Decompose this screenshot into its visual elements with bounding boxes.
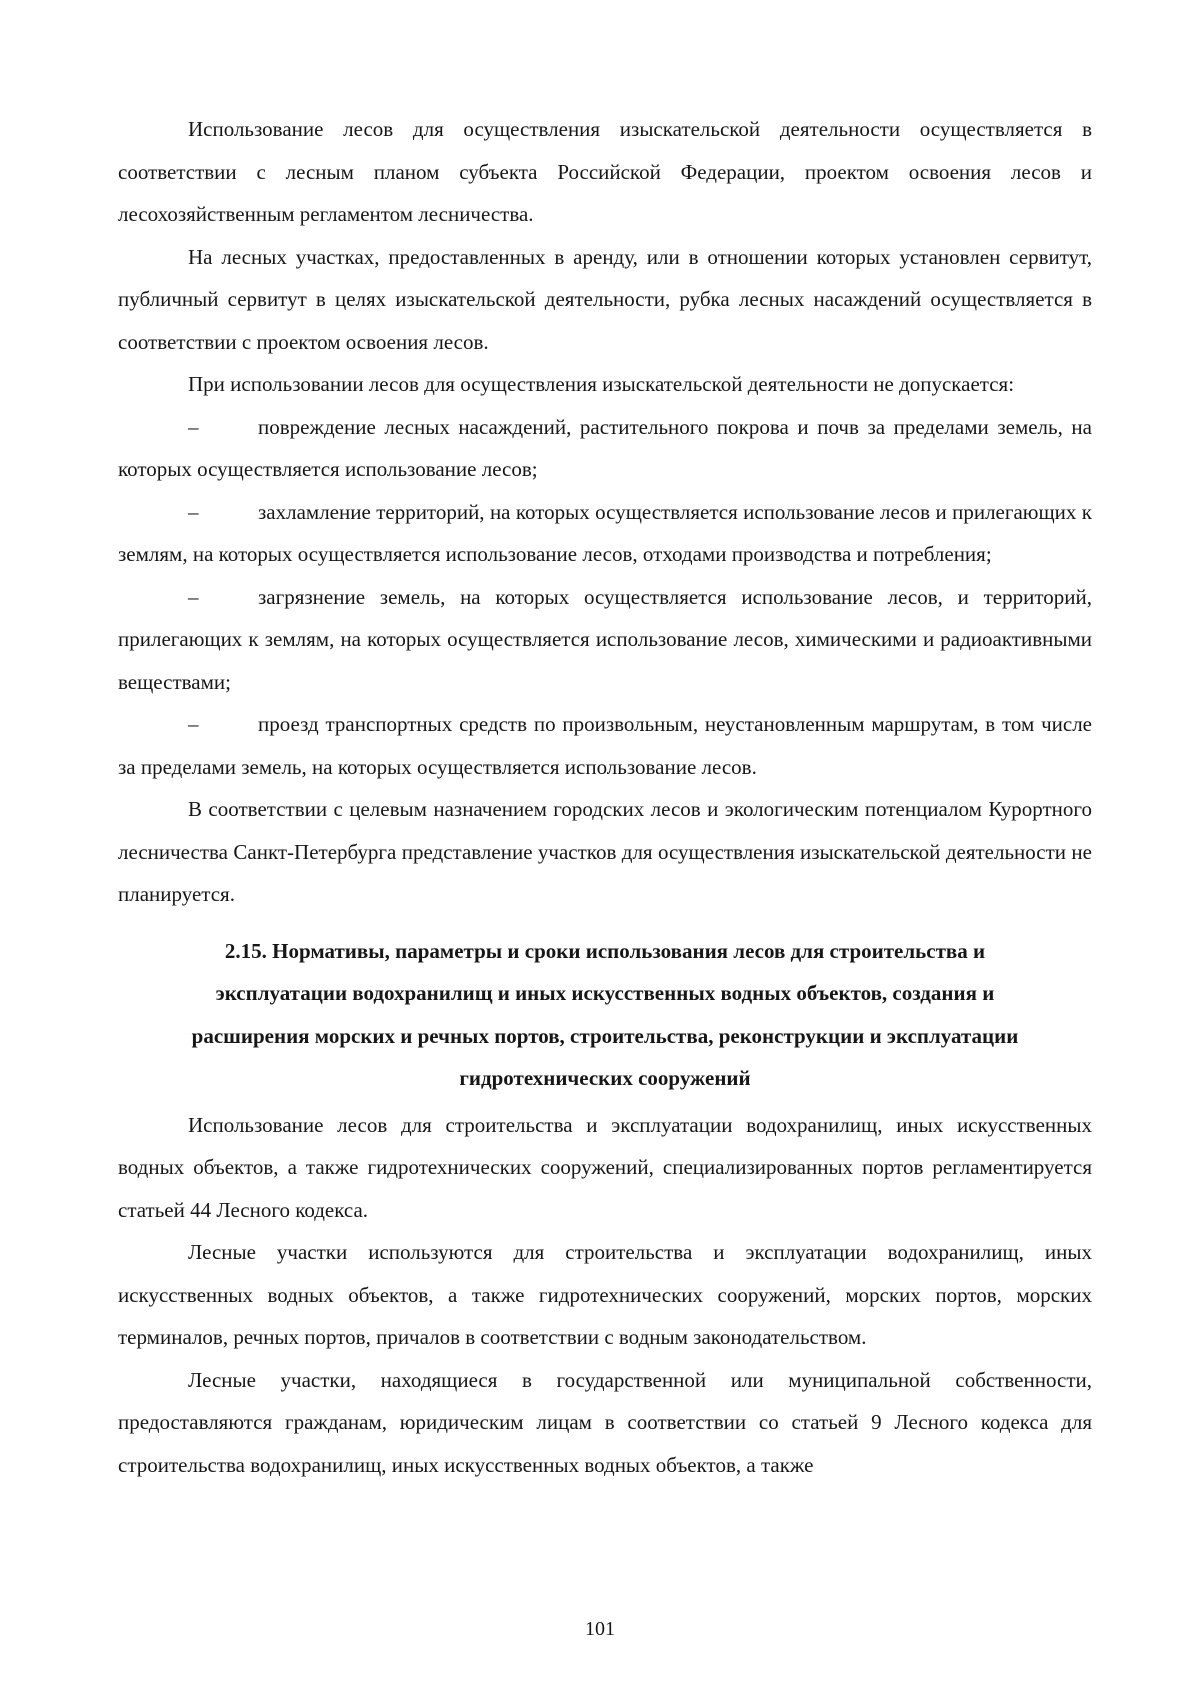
body-paragraph: Использование лесов для строительства и эксплуатации водохранилищ, иных искусственных водных объектов, а также гидротехнических сооружений, специализированных портов регламентируется статьей 44 Лесного кодекса.	[118, 1112, 1092, 1222]
list-item-text: захламление территорий, на которых осуществляется использование лесов и прилегающих к землям, на которых осуществляется использование лесов, отходами производства и потребления;	[118, 499, 1092, 566]
dash-marker: –	[188, 414, 199, 439]
body-paragraph: Использование лесов для осуществления изыскательской деятельности осуществляется в соответствии с лесным планом субъекта Российской Федерации, проектом освоения лесов и лесохозяйственным регламентом лесничества.	[118, 117, 1092, 226]
body-paragraph: При использовании лесов для осуществления изыскательской деятельности не допускается:	[188, 372, 1015, 396]
section-heading-line: расширения морских и речных портов, строительства, реконструкции и эксплуатации	[191, 1023, 1019, 1048]
list-item-text: повреждение лесных насаждений, растительного покрова и почв за пределами земель, на которых осуществляется использование лесов;	[118, 414, 1092, 481]
list-item	[118, 576, 1092, 704]
prohibitions-list	[118, 406, 1092, 789]
body-paragraph: Лесные участки используются для строительства и эксплуатации водохранилищ, иных искусственных водных объектов, а также гидротехнических сооружений, морских портов, морских терминалов, речных портов, причалов в соответствии с водным законодательством.	[118, 1240, 1092, 1349]
body-paragraph: Лесные участки, находящиеся в государственной или муниципальной собственности, предоставляются гражданам, юридическим лицам в соответствии со статьей 9 Лесного кодекса для строительства водохранилищ, иных искусственных водных объектов, а также	[118, 1367, 1092, 1477]
page-number: 101	[585, 1618, 615, 1640]
section-heading-line: гидротехнических сооружений	[459, 1066, 751, 1090]
section-heading	[118, 930, 1092, 1100]
body-paragraph: На лесных участках, предоставленных в аренду, или в отношении которых установлен сервитут, публичный сервитут в целях изыскательской деятельности, рубка лесных насаждений осуществляется в соответствии с проектом освоения лесов.	[118, 244, 1092, 354]
list-item	[118, 703, 1092, 788]
list-item	[118, 491, 1092, 576]
section-heading-line: 2.15. Нормативы, параметры и сроки использования лесов для строительства и	[224, 938, 986, 963]
document-page	[118, 108, 1092, 1486]
dash-marker: –	[188, 712, 199, 736]
list-item-text: проезд транспортных средств по произвольным, неустановленным маршрутам, в том числе за пределами земель, на которых осуществляется использование лесов.	[118, 712, 1092, 779]
body-paragraph: В соответствии с целевым назначением городских лесов и экологическим потенциалом Курортного лесничества Санкт-Петербурга представление участков для осуществления изыскательской деятельности не планируется.	[118, 797, 1092, 906]
dash-marker: –	[188, 499, 199, 524]
dash-marker: –	[188, 584, 199, 609]
list-item	[118, 406, 1092, 491]
list-item-text: загрязнение земель, на которых осуществляется использование лесов, и территорий, прилегающих к землям, на которых осуществляется использование лесов, химическими и радиоактивными веществами;	[118, 584, 1092, 694]
section-heading-line: эксплуатации водохранилищ и иных искусственных водных объектов, создания и	[215, 981, 995, 1005]
